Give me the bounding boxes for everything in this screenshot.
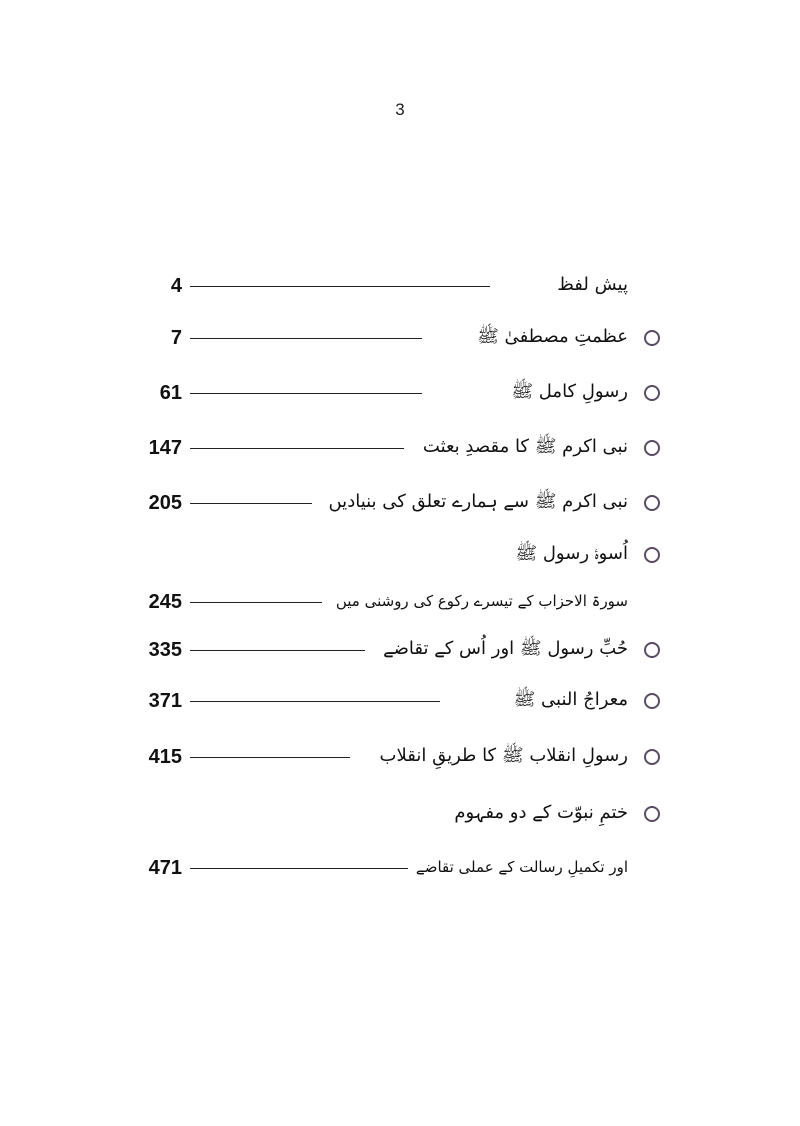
toc-title: معراجُ النبی ﷺ [513, 689, 628, 710]
toc-entry[interactable] [140, 377, 660, 413]
toc-entry[interactable] [140, 852, 660, 888]
dotted-leader [190, 286, 490, 287]
toc-entry[interactable] [140, 586, 660, 622]
bullet-circle-icon [644, 642, 660, 658]
dotted-leader [190, 338, 422, 339]
bullet-circle-icon [644, 806, 660, 822]
toc-entry[interactable] [140, 741, 660, 777]
toc-page-number: 471 [148, 857, 182, 879]
bullet-circle-icon [644, 385, 660, 401]
bullet-circle-icon [644, 749, 660, 765]
toc-title: اور تکمیلِ رسالت کے عملی تقاضے [415, 858, 628, 876]
toc-title: نبی اکرم ﷺ کا مقصدِ بعثت [422, 436, 628, 457]
dotted-leader [190, 701, 440, 702]
dotted-leader [190, 448, 404, 449]
toc-page-number: 371 [148, 690, 182, 712]
dotted-leader [190, 650, 365, 651]
dotted-leader [190, 868, 408, 869]
toc-title: نبی اکرم ﷺ سے ہمارے تعلق کی بنیادیں [328, 491, 628, 512]
dotted-leader [190, 757, 350, 758]
toc-page-number: 7 [170, 327, 182, 349]
toc-entry[interactable] [140, 270, 660, 306]
toc-entry[interactable] [140, 798, 660, 834]
toc-page-number: 245 [148, 591, 182, 613]
bullet-circle-icon [644, 547, 660, 563]
toc-title: سورۃ الاحزاب کے تیسرے رکوع کی روشنی میں [335, 592, 628, 610]
bullet-circle-icon [644, 330, 660, 346]
toc-page-number: 4 [170, 275, 182, 297]
toc-title: پیش لفظ [557, 274, 628, 295]
toc-page-number: 61 [159, 382, 182, 404]
dotted-leader [190, 503, 312, 504]
toc-entry[interactable] [140, 634, 660, 670]
toc-title: اُسوۂ رسول ﷺ [515, 543, 628, 564]
toc-title: عظمتِ مصطفیٰ ﷺ [477, 326, 628, 347]
toc-page-number: 205 [148, 492, 182, 514]
toc-title: رسولِ کامل ﷺ [511, 381, 628, 402]
bullet-circle-icon [644, 693, 660, 709]
toc-title: رسولِ انقلاب ﷺ کا طریقِ انقلاب [379, 745, 628, 766]
dotted-leader [190, 602, 322, 603]
toc-entry[interactable] [140, 322, 660, 358]
page-number: 3 [395, 100, 405, 119]
bullet-circle-icon [644, 440, 660, 456]
toc-entry[interactable] [140, 685, 660, 721]
toc-page-number: 335 [148, 639, 182, 661]
toc-entry[interactable] [140, 487, 660, 523]
toc-title: حُبِّ رسول ﷺ اور اُس کے تقاضے [383, 638, 628, 659]
toc-page-number: 415 [148, 746, 182, 768]
toc-entry[interactable] [140, 432, 660, 468]
toc-title: ختمِ نبوّت کے دو مفہوم [454, 802, 628, 823]
dotted-leader [190, 393, 422, 394]
bullet-circle-icon [644, 495, 660, 511]
toc-page-number: 147 [148, 437, 182, 459]
toc-entry[interactable] [140, 539, 660, 575]
